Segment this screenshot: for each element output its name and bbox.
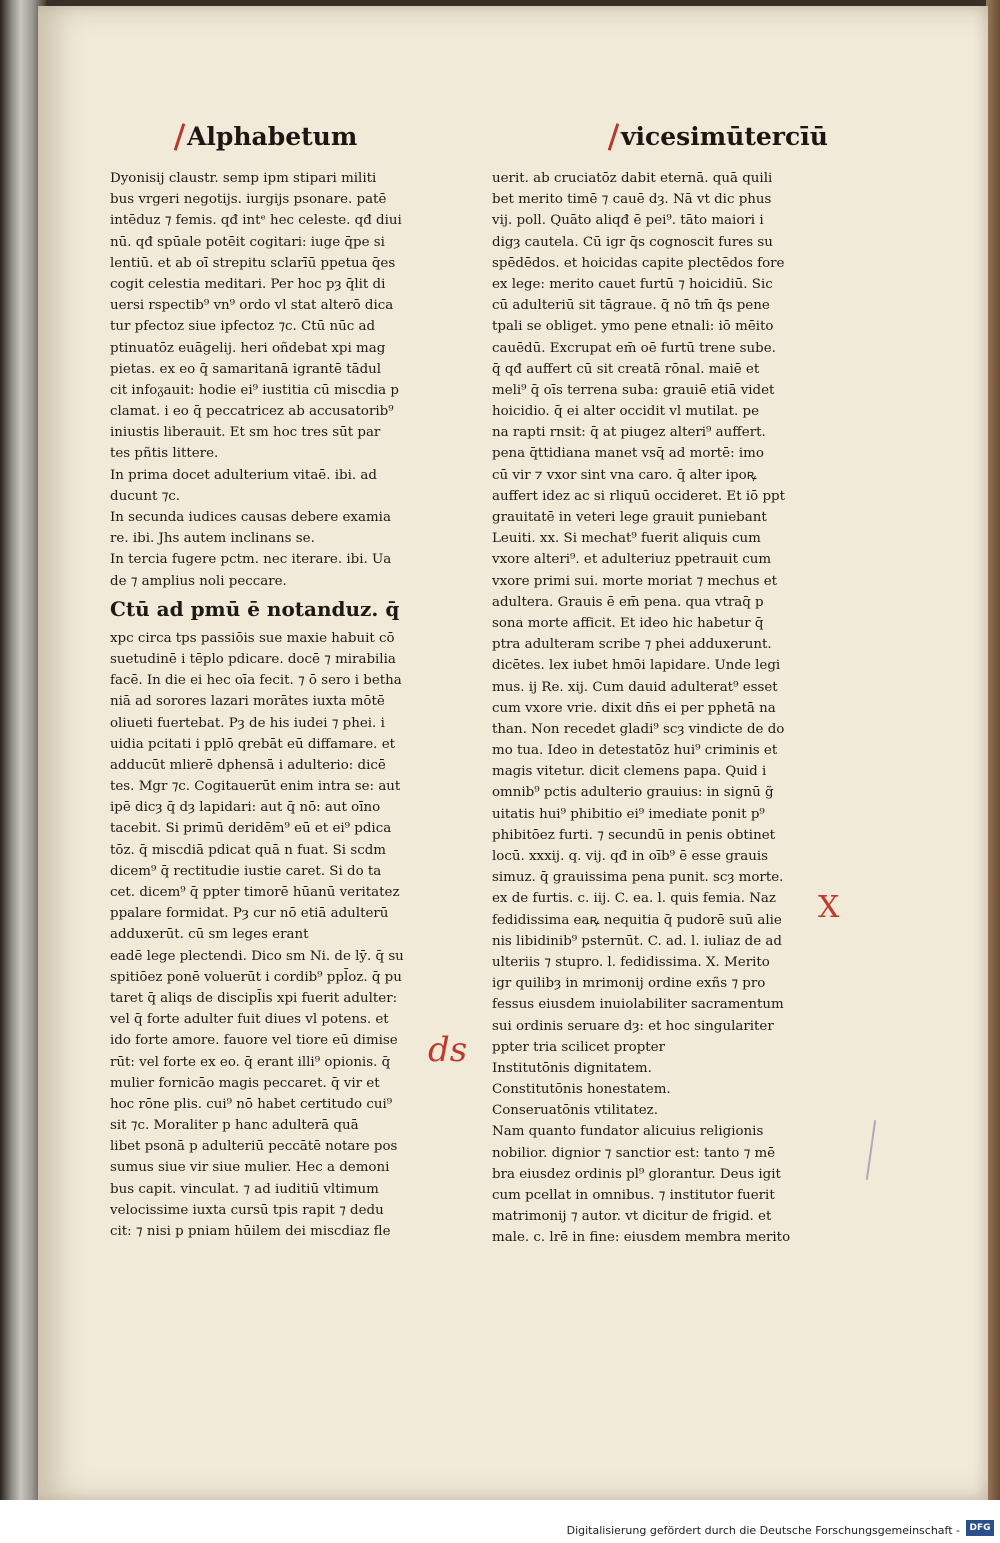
text-line: meli⁹ q̄ oīs terrena suba: grauiē etiā videt [492,382,775,398]
text-line: sui ordinis seruare dȝ: et hoc singulariter [492,1018,774,1034]
text-line: hoicidio. q̄ ei alter occidit vl mutilat. pe [492,404,760,420]
text-line: Constitutōnis honestatem. [492,1082,671,1098]
text-line: Conseruatōnis vtilitatez. [492,1103,658,1119]
text-line: suetudinē i tēplo pdicare. docē ⁊ mirabilia [110,651,396,667]
text-line: nis libidinib⁹ psternūt. C. ad. l. iuliaz de ad [492,933,782,949]
text-line: facē. In die ei hec oīa fecit. ⁊ ō sero i betha [110,673,402,689]
text-line: uersi rspectib⁹ vn⁹ ordo vl stat alterō dica [110,298,394,314]
text-line: oliueti fuertebat. Pȝ de his iudei ⁊ phei. i [110,715,385,731]
text-line: rūt: vel forte ex eo. q̄ erant illi⁹ opionis. q̄ [110,1054,391,1070]
text-line: ptra adulteram scribe ⁊ phei adduxerunt. [492,637,772,653]
text-line: cit infoᵹauit: hodie ei⁹ iustitia cū miscdia p [110,382,399,398]
text-line: ex lege: merito cauet furtū ⁊ hoicidiū. Sic [492,276,773,292]
text-line: adultera. Grauis ē em̄ pena. qua vtraq̄ p [492,594,764,610]
text-line: hoc rōne plis. cui⁹ nō habet certitudo cui⁹ [110,1096,393,1112]
text-line: Leuiti. xx. Si mechat⁹ fuerit aliquis cum [492,531,761,547]
text-line: In secunda iudices causas debere examia [110,510,391,525]
text-line: dicētes. lex iubet hmōi lapidare. Unde legi [492,658,781,674]
dfg-logo: DFG [966,1520,994,1536]
text-line: mulier fornicāo magis peccaret. q̄ vir et [110,1075,380,1091]
text-line: ducunt ⁊c. [110,488,180,504]
text-line: cum vxore vrie. dixit dn̄s ei per pphetā na [492,700,776,716]
text-line: Institutōnis dignitatem. [492,1060,652,1076]
text-line: iniustis liberauit. Et sm hoc tres sūt par [110,425,381,441]
header-left-text: Alphabetum [187,122,358,151]
text-line: uidia pcitati i pplō qrebāt eū diffamare. et [110,736,395,752]
text-line: Ctū ad pmū ē notanduz. q̄ [110,596,400,621]
text-line: phibitōez furti. ⁊ secundū in penis obtinet [492,827,776,843]
text-line: xpc circa tps passiōis sue maxie habuit cō [110,630,395,646]
text-line: tur pfectoz siue ipfectoz ⁊c. Ctū nūc ad [110,319,376,335]
text-line: nū. qđ spūale potēit cogitari: iuge q̄pe si [110,234,385,250]
text-line: spēdēdos. et hoicidas capite plectēdos fore [492,255,785,271]
text-line: uitatis hui⁹ phibitio ei⁹ imediate ponit p⁹ [492,806,765,822]
text-line: ppalare formidat. Pȝ cur nō etiā adulterū [110,906,389,922]
book-right-edge [986,0,1000,1500]
text-line: simuz. q̄ grauissima pena punit. scȝ morte. [492,870,784,886]
text-line: sit ⁊c. Moraliter p hanc adulterā quā [110,1118,359,1134]
text-line: lentiū. et ab oī strepitu sclarīū ppetua q̄es [110,255,396,271]
digitization-credit: Digitalisierung gefördert durch die Deutsche Forschungsgemeinschaft - [566,1524,960,1537]
text-line: pena q̄ttidiana manet vsq̄ ad mortē: imo [492,446,764,462]
text-line: adduxerūt. cū sm leges erant [110,927,309,943]
text-line: fessus eiusdem inuiolabiliter sacramentum [492,997,784,1013]
text-line: tes. Mgr ⁊c. Cogitauerūt enim intra se: aut [110,779,401,795]
text-line: adducūt mlierē dphensā i adulterio: dicē [110,757,386,773]
running-header-right [612,122,828,151]
text-line: taret q̄ aliqs de discipl̄is xpi fuerit adulter: [110,990,398,1006]
text-line: Dyonisij claustr. semp ipm stipari militi [110,171,377,186]
text-line: vxore alteri⁹. et adulteriuz ppetrauit cum [492,552,772,568]
text-line: spitiōez ponē voluerūt i cordib⁹ ppl̄oz. q̄ pu [110,969,402,985]
text-line: grauitatē in veteri lege grauit puniebant [492,510,767,525]
header-right-text: vicesimūtercīū [621,122,828,151]
text-line: mo tua. Ideo in detestatōz hui⁹ criminis et [492,743,778,759]
text-line: cū adulteriū sit tāgraue. q̄ nō tm̄ q̄s pene [492,298,770,314]
text-line: cit: ⁊ nisi p pniam hūilem dei miscdiaz fle [110,1224,391,1239]
text-line: igr quilibȝ in mrimonij ordine exñs ⁊ pro [492,976,766,992]
text-line: eadē lege plectendi. Dico sm Ni. de lȳ. q̄ su [110,948,404,964]
text-line: vij. poll. Quāto aliqđ ē pei⁹. tāto maiori i [492,213,764,229]
text-line: ppter tria scilicet propter [492,1039,666,1055]
text-line: bus vrgeri negotijs. iurgijs psonare. patē [110,192,387,208]
text-line: tōz. q̄ miscdiā pdicat quā n fuat. Si scdm [110,842,386,858]
text-line: matrimonij ⁊ autor. vt dicitur de frigid. et [492,1209,772,1225]
text-line: na rapti rnsit: q̄ at piugez alteri⁹ auffert. [492,425,766,441]
text-line: clamat. i eo q̄ peccatricez ab accusatorib⁹ [110,404,394,420]
text-line: niā ad sorores lazari morātes iuxta mōtē [110,694,385,710]
text-line: Nam quanto fundator alicuius religionis [492,1124,764,1140]
text-line: ex de furtis. c. iij. C. ea. l. quis femia. Naz [492,891,776,907]
text-line: tes pñtis littere. [110,446,219,462]
text-line: mus. ij Re. xij. Cum dauid adulterat⁹ esset [492,679,778,695]
text-line: sumus siue vir siue mulier. Hec a demoni [110,1160,390,1176]
text-line: nobilior. dignior ⁊ sanctior est: tanto ⁊ mē [492,1145,776,1161]
text-line: auffert idez ac si rliquū occideret. Et iō ppt [492,488,785,504]
text-line: pietas. ex eo q̄ samaritanā igrantē tādul [110,361,382,377]
text-line: sona morte afficit. Et ideo hic habetur q̄ [492,615,764,631]
text-line: tpali se obliget. ymo pene etnali: iō mēito [492,319,774,335]
text-line: vxore primi sui. morte moriat ⁊ mechus et [492,573,778,589]
text-line: bra eiusdez ordinis pl⁹ glorantur. Deus igit [492,1166,781,1182]
text-line: intēduz ⁊ femis. qđ intᵉ hec celeste. qđ diui [110,213,402,229]
text-line: cauēdū. Excrupat em̄ oē furtū trene sube. [492,340,776,356]
text-line: fedidissima eaꝶ nequitia q̄ pudorē suū alie [492,912,782,928]
text-line: vel q̄ forte adulter fuit diues vl potens. et [110,1012,389,1028]
text-line: magis vitetur. dicit clemens papa. Quid i [492,764,767,780]
text-line: ptinuatōz euāgelij. heri oñdebat xpi mag [110,340,386,356]
text-column-right [492,168,812,1249]
text-line: ido forte amore. fauore vel tiore eū dimise [110,1033,398,1049]
text-line: than. Non recedet gladi⁹ scȝ vindicte de do [492,721,785,737]
text-line: uerit. ab cruciatōz dabit eternā. quā quili [492,171,773,186]
text-line: tacebit. Si primū deridēm⁹ eū et ei⁹ pdica [110,821,392,837]
text-line: libet psonā p adulteriū peccātē notare pos [110,1139,398,1155]
text-line: In tercia fugere pctm. nec iterare. ibi. Ua [110,552,392,568]
text-line: dicem⁹ q̄ rectitudie iustie caret. Si do ta [110,863,382,879]
text-line: omnib⁹ pctis adulterio grauius: in signū g̃ [492,785,774,801]
text-line: locū. xxxij. q. vij. qđ in oīb⁹ ē esse grauis [492,849,769,864]
text-line: cum pcellat in omnibus. ⁊ institutor fuerit [492,1188,775,1203]
text-line: cet. dicem⁹ q̄ ppter timorē hūanū veritatez [110,885,400,900]
marginal-x-mark: X [818,890,840,925]
text-line: de ⁊ amplius noli peccare. [110,573,287,589]
text-line: ulteriis ⁊ stupro. l. fedidissima. X. Merito [492,954,770,970]
text-line: bus capit. vinculat. ⁊ ad iuditiū vltimum [110,1181,379,1197]
text-line: ipē dicȝ q̄ dȝ lapidari: aut q̄ nō: aut oīno [110,800,381,816]
text-line: velocissime iuxta cursū tpis rapit ⁊ dedu [110,1202,384,1218]
text-line: male. c. lrē in fine: eiusdem membra merito [492,1230,791,1246]
marginal-ds-mark: ds [428,1030,468,1070]
text-line: cū vir ⁊ vxor sint vna caro. q̄ alter ipoꝶ [492,467,757,483]
text-line: re. ibi. Jhs autem inclinans se. [110,531,315,547]
text-line: In prima docet adulterium vitaē. ibi. ad [110,467,377,483]
running-header-left [178,122,357,151]
text-column-left [110,168,430,1242]
text-line: digȝ cautela. Cū igr q̄s cognoscit fures su [492,234,773,250]
text-line: cogit celestia meditari. Per hoc pȝ q̄lit di [110,276,386,292]
text-line: bet merito timē ⁊ cauē dȝ. Nā vt dic phus [492,192,772,208]
text-line: q̄ qđ auffert cū sit creatā rōnal. maiē et [492,361,760,377]
